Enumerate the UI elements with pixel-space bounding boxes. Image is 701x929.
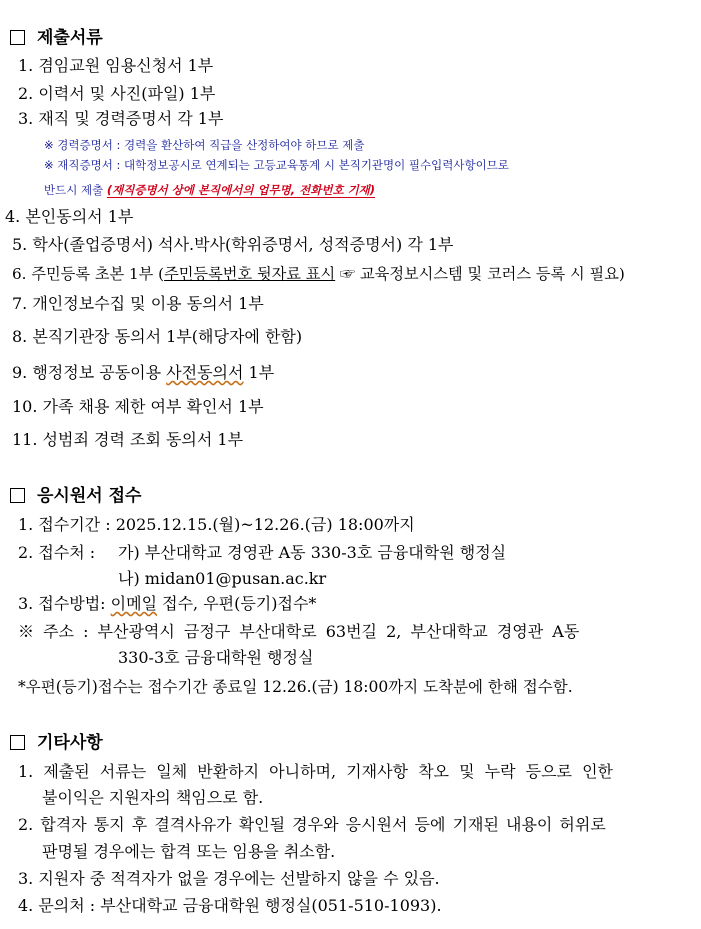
- note-employment-certificate: ※ 재직증명서 : 대학정보공시로 연계되는 고등교육통계 시 본직기관명이 필수입력사항이므로: [44, 158, 509, 172]
- list-item: 3. 재직 및 경력증명서 각 1부: [18, 109, 224, 128]
- list-item-continued: 판명될 경우에는 합격 또는 임용을 취소함.: [42, 842, 336, 861]
- list-item: 3. 지원자 중 적격자가 없을 경우에는 선발하지 않을 수 있음.: [18, 869, 440, 888]
- list-item: 5. 학사(졸업증명서) 석사.박사(학위증명서, 성적증명서) 각 1부: [12, 235, 454, 254]
- list-item: 11. 성범죄 경력 조회 동의서 1부: [12, 430, 244, 449]
- section-heading-documents: 제출서류: [10, 27, 103, 49]
- list-item: 10. 가족 채용 제한 여부 확인서 1부: [12, 397, 264, 416]
- spellcheck-underlined-text: 사전동의서: [166, 363, 244, 382]
- mail-note: *우편(등기)접수는 접수기간 종료일 12.26.(금) 18:00까지 도착분에 한해 접수함.: [18, 678, 573, 696]
- note-must-submit: 반드시 제출 (재직증명서 상에 본직에서의 업무명, 전화번호 기재): [44, 183, 376, 197]
- list-item: 1. 제출된 서류는 일체 반환하지 아니하며, 기재사항 착오 및 누락 등으로 인한: [18, 762, 613, 781]
- list-item: 9. 행정정보 공동이용 사전동의서 1부: [12, 363, 275, 382]
- list-item: 4. 문의처 : 부산대학교 금융대학원 행정실(051-510-1093).: [18, 896, 442, 915]
- section-heading-others: 기타사항: [10, 732, 103, 754]
- mailing-address-line2: 330-3호 금융대학원 행정실: [118, 648, 314, 667]
- note-career-certificate: ※ 경력증명서 : 경력을 환산하여 직급을 산정하여야 하므로 제출: [44, 138, 365, 152]
- section-heading-application: 응시원서 접수: [10, 485, 141, 507]
- checkbox-icon: [10, 488, 25, 503]
- list-item: 2. 합격자 통지 후 결격사유가 확인될 경우와 응시원서 등에 기재된 내용이 허위로: [18, 815, 606, 834]
- mailing-address: ※ 주소 : 부산광역시 금정구 부산대학로 63번길 2, 부산대학교 경영관 A동: [18, 622, 580, 641]
- list-item-continued: 불이익은 지원자의 책임으로 함.: [42, 788, 264, 807]
- list-item: 6. 주민등록 초본 1부 (주민등록번호 뒷자료 표시 ☞ 교육정보시스템 및 코러스 등록 시 필요): [12, 265, 625, 283]
- list-item: 7. 개인정보수집 및 이용 동의서 1부: [12, 294, 264, 313]
- list-item: 8. 본직기관장 동의서 1부(해당자에 한함): [12, 327, 303, 346]
- application-place-office: 가) 부산대학교 경영관 A동 330-3호 금융대학원 행정실: [118, 543, 507, 562]
- application-period: 1. 접수기간 : 2025.12.15.(월)~12.26.(금) 18:00까지: [18, 515, 415, 534]
- application-place-label: 2. 접수처 :: [18, 543, 96, 562]
- application-place-email: 나) midan01@pusan.ac.kr: [118, 569, 327, 588]
- checkbox-icon: [10, 735, 25, 750]
- list-item: 2. 이력서 및 사진(파일) 1부: [18, 84, 216, 103]
- list-item: 4. 본인동의서 1부: [5, 207, 134, 226]
- checkbox-icon: [10, 30, 25, 45]
- list-item: 1. 겸임교원 임용신청서 1부: [18, 56, 214, 75]
- underlined-text: 주민등록번호 뒷자료 표시: [164, 265, 336, 283]
- spellcheck-underlined-text: 이메일: [110, 594, 158, 613]
- application-method: 3. 접수방법: 이메일 접수, 우편(등기)접수*: [18, 594, 317, 613]
- warning-text: (재직증명서 상에 본직에서의 업무명, 전화번호 기재): [106, 183, 376, 197]
